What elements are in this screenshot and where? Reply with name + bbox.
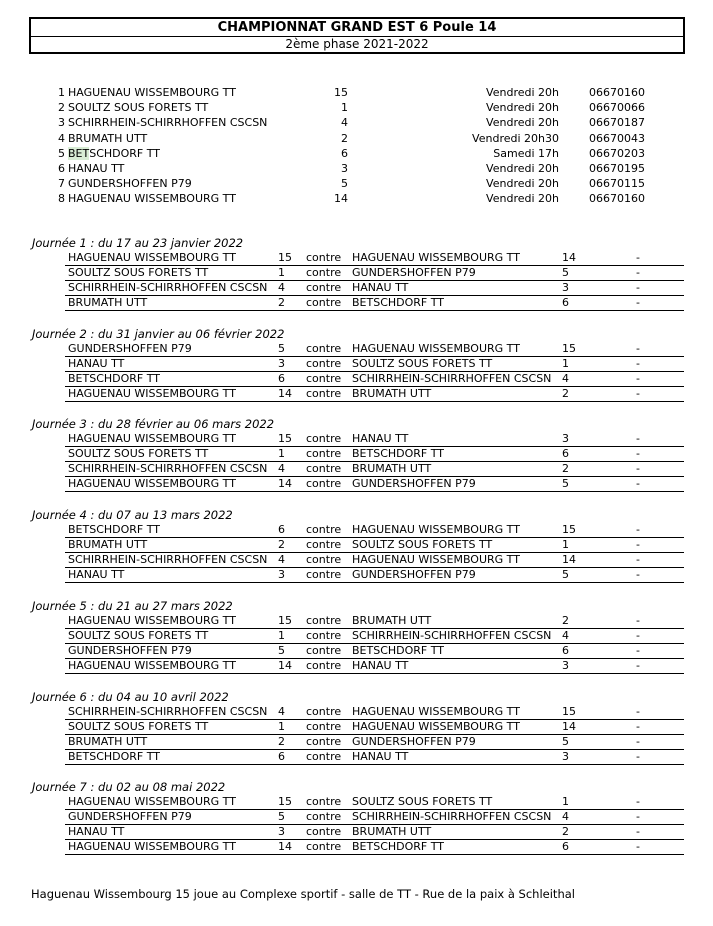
versus-label: contre [306, 734, 342, 748]
round-title: Journée 2 : du 31 janvier au 06 février 2022 [32, 326, 285, 341]
team-index: 6 [341, 146, 348, 160]
away-team: HAGUENAU WISSEMBOURG TT [352, 523, 520, 537]
match-row [65, 659, 684, 674]
versus-label: contre [306, 447, 342, 461]
away-team-number: 5 [562, 477, 569, 491]
match-score: - [636, 341, 640, 355]
club-code: 06670160 [589, 86, 645, 99]
home-team-number: 3 [278, 356, 285, 370]
team-name [68, 161, 124, 176]
away-team: GUNDERSHOFFEN P79 [352, 568, 476, 582]
match-score: - [636, 251, 640, 264]
team-name [68, 100, 208, 115]
club-code: 06670187 [589, 116, 645, 130]
home-team: BRUMATH UTT [68, 538, 148, 552]
match-score: - [636, 568, 640, 582]
match-score: - [636, 371, 640, 385]
versus-label: contre [306, 386, 342, 400]
club-code: 06670115 [589, 177, 645, 191]
away-team-number: 2 [562, 462, 569, 476]
versus-label: contre [306, 371, 342, 385]
away-team: SCHIRRHEIN-SCHIRRHOFFEN CSCSN [352, 810, 552, 824]
match-row [65, 462, 684, 477]
away-team-number: 6 [562, 296, 569, 309]
team-row [0, 146, 713, 161]
match-score: - [636, 810, 640, 824]
away-team: HAGUENAU WISSEMBOURG TT [352, 719, 520, 733]
versus-label: contre [306, 356, 342, 370]
versus-label: contre [306, 266, 342, 279]
away-team-number: 3 [562, 749, 569, 763]
match-row [65, 342, 684, 357]
match-score: - [636, 840, 640, 854]
away-team-number: 2 [562, 825, 569, 839]
away-team: BETSCHDORF TT [352, 447, 444, 461]
home-team-number: 14 [278, 658, 292, 672]
versus-label: contre [306, 341, 342, 355]
versus-label: contre [306, 538, 342, 552]
versus-label: contre [306, 296, 342, 309]
team-number: 4 [58, 131, 65, 145]
home-team-number: 6 [278, 371, 285, 385]
team-index: 1 [341, 101, 348, 115]
team-name-part: SCHDORF TT [89, 146, 160, 160]
match-score: - [636, 477, 640, 491]
away-team: HANAU TT [352, 749, 409, 763]
match-row [65, 840, 684, 855]
versus-label: contre [306, 553, 342, 567]
home-team-number: 4 [278, 462, 285, 476]
team-number: 5 [58, 146, 65, 160]
away-team: HANAU TT [352, 432, 409, 446]
home-team: HANAU TT [68, 568, 125, 582]
away-team-number: 14 [562, 251, 576, 264]
home-team-number: 4 [278, 704, 285, 718]
home-team-number: 1 [278, 447, 285, 461]
team-name-part: SCHIRRHEIN-SCHIRRHOFFEN CSCSN [68, 116, 268, 130]
match-row [65, 705, 684, 720]
team-row [0, 115, 713, 130]
match-day: Vendredi 20h [486, 162, 559, 175]
team-number: 3 [58, 116, 65, 130]
versus-label: contre [306, 643, 342, 657]
match-score: - [636, 432, 640, 446]
home-team-number: 6 [278, 523, 285, 537]
match-row [65, 251, 684, 266]
match-score: - [636, 658, 640, 672]
away-team: GUNDERSHOFFEN P79 [352, 266, 476, 279]
match-row [65, 795, 684, 810]
match-score: - [636, 447, 640, 461]
round-title: Journée 7 : du 02 au 08 mai 2022 [32, 780, 226, 795]
club-code: 06670043 [589, 131, 645, 145]
team-name-part: HAGUENAU WISSEMBOURG TT [68, 192, 236, 206]
match-day: Vendredi 20h [486, 192, 559, 206]
home-team-number: 3 [278, 568, 285, 582]
team-index: 3 [341, 162, 348, 175]
away-team-number: 5 [562, 734, 569, 748]
away-team-number: 5 [562, 568, 569, 582]
home-team-number: 14 [278, 477, 292, 491]
home-team-number: 15 [278, 613, 292, 627]
home-team-number: 14 [278, 386, 292, 400]
team-name-part: HANAU TT [68, 162, 125, 175]
round-title: Journée 4 : du 07 au 13 mars 2022 [32, 508, 233, 523]
away-team: BRUMATH UTT [352, 386, 432, 400]
team-index: 15 [334, 86, 348, 99]
home-team: SCHIRRHEIN-SCHIRRHOFFEN CSCSN [68, 553, 268, 567]
match-row [65, 523, 684, 538]
match-score: - [636, 719, 640, 733]
home-team-number: 2 [278, 734, 285, 748]
away-team-number: 14 [562, 553, 576, 567]
away-team: BRUMATH UTT [352, 613, 432, 627]
versus-label: contre [306, 523, 342, 537]
team-row [0, 85, 713, 100]
home-team: SCHIRRHEIN-SCHIRRHOFFEN CSCSN [68, 462, 268, 476]
home-team: GUNDERSHOFFEN P79 [68, 643, 192, 657]
home-team-number: 14 [278, 840, 292, 854]
versus-label: contre [306, 719, 342, 733]
team-number: 8 [58, 192, 65, 206]
versus-label: contre [306, 704, 342, 718]
away-team: BETSCHDORF TT [352, 296, 444, 309]
round-title: Journée 6 : du 04 au 10 avril 2022 [32, 689, 229, 704]
match-row [65, 750, 684, 765]
away-team: SCHIRRHEIN-SCHIRRHOFFEN CSCSN [352, 371, 552, 385]
document-subtitle: 2ème phase 2021-2022 [29, 36, 685, 54]
home-team: HAGUENAU WISSEMBOURG TT [68, 386, 236, 400]
team-row [0, 176, 713, 191]
versus-label: contre [306, 825, 342, 839]
home-team: HAGUENAU WISSEMBOURG TT [68, 251, 236, 264]
match-row [65, 266, 684, 281]
home-team: GUNDERSHOFFEN P79 [68, 341, 192, 355]
team-name-part: SOULTZ SOUS FORETS TT [68, 101, 209, 115]
team-number: 1 [58, 86, 65, 99]
team-name-part: GUNDERSHOFFEN P79 [68, 177, 192, 191]
match-score: - [636, 462, 640, 476]
versus-label: contre [306, 613, 342, 627]
home-team: SOULTZ SOUS FORETS TT [68, 628, 209, 642]
away-team-number: 1 [562, 356, 569, 370]
match-row [65, 387, 684, 402]
team-name [68, 115, 267, 130]
team-number: 6 [58, 162, 65, 175]
match-row [65, 296, 684, 311]
home-team-number: 5 [278, 643, 285, 657]
match-score: - [636, 281, 640, 294]
home-team: BRUMATH UTT [68, 296, 148, 309]
home-team: HANAU TT [68, 356, 125, 370]
home-team-number: 15 [278, 251, 292, 264]
team-name [68, 191, 236, 206]
away-team-number: 6 [562, 643, 569, 657]
away-team-number: 3 [562, 281, 569, 294]
away-team-number: 1 [562, 795, 569, 809]
round-title: Journée 5 : du 21 au 27 mars 2022 [32, 598, 233, 613]
away-team: BRUMATH UTT [352, 462, 432, 476]
away-team-number: 2 [562, 386, 569, 400]
match-score: - [636, 734, 640, 748]
home-team: SCHIRRHEIN-SCHIRRHOFFEN CSCSN [68, 704, 268, 718]
selection-highlight: BET [68, 146, 90, 160]
match-row [65, 447, 684, 462]
match-score: - [636, 266, 640, 279]
home-team-number: 4 [278, 553, 285, 567]
match-row [65, 477, 684, 492]
match-score: - [636, 643, 640, 657]
versus-label: contre [306, 628, 342, 642]
away-team-number: 3 [562, 658, 569, 672]
match-score: - [636, 523, 640, 537]
match-score: - [636, 749, 640, 763]
away-team: SCHIRRHEIN-SCHIRRHOFFEN CSCSN [352, 628, 552, 642]
round-title: Journée 1 : du 17 au 23 janvier 2022 [32, 236, 244, 250]
versus-label: contre [306, 795, 342, 809]
versus-label: contre [306, 840, 342, 854]
match-score: - [636, 795, 640, 809]
team-row [0, 191, 713, 206]
round-title: Journée 3 : du 28 février au 06 mars 2022 [32, 417, 275, 432]
match-day: Vendredi 20h [486, 86, 559, 99]
match-score: - [636, 704, 640, 718]
match-row [65, 720, 684, 735]
home-team: HANAU TT [68, 825, 125, 839]
versus-label: contre [306, 432, 342, 446]
home-team: HAGUENAU WISSEMBOURG TT [68, 658, 236, 672]
match-row [65, 568, 684, 583]
home-team-number: 4 [278, 281, 285, 294]
team-number: 7 [58, 177, 65, 191]
home-team-number: 15 [278, 432, 292, 446]
team-row [0, 161, 713, 176]
document-title: CHAMPIONNAT GRAND EST 6 Poule 14 [29, 17, 685, 37]
home-team-number: 2 [278, 296, 285, 309]
versus-label: contre [306, 810, 342, 824]
team-index: 14 [334, 192, 348, 206]
team-index: 5 [341, 177, 348, 191]
match-score: - [636, 356, 640, 370]
match-score: - [636, 613, 640, 627]
match-row [65, 825, 684, 840]
match-row [65, 629, 684, 644]
club-code: 06670195 [589, 162, 645, 175]
away-team-number: 15 [562, 341, 576, 355]
away-team-number: 4 [562, 371, 569, 385]
away-team: HAGUENAU WISSEMBOURG TT [352, 251, 520, 264]
home-team: HAGUENAU WISSEMBOURG TT [68, 477, 236, 491]
match-day: Samedi 17h [493, 146, 559, 160]
away-team-number: 1 [562, 538, 569, 552]
team-row [0, 100, 713, 115]
away-team-number: 6 [562, 840, 569, 854]
away-team: HAGUENAU WISSEMBOURG TT [352, 704, 520, 718]
match-score: - [636, 825, 640, 839]
home-team: HAGUENAU WISSEMBOURG TT [68, 613, 236, 627]
home-team-number: 2 [278, 538, 285, 552]
team-name [68, 85, 236, 100]
home-team: SOULTZ SOUS FORETS TT [68, 447, 209, 461]
away-team: SOULTZ SOUS FORETS TT [352, 356, 493, 370]
home-team: HAGUENAU WISSEMBOURG TT [68, 432, 236, 446]
venue-note: Haguenau Wissembourg 15 joue au Complexe sportif - salle de TT - Rue de la paix à Schleithal [31, 887, 575, 901]
versus-label: contre [306, 658, 342, 672]
team-index: 2 [341, 131, 348, 145]
home-team: SCHIRRHEIN-SCHIRRHOFFEN CSCSN [68, 281, 268, 294]
match-row [65, 614, 684, 629]
home-team: BETSCHDORF TT [68, 523, 160, 537]
away-team-number: 15 [562, 704, 576, 718]
home-team-number: 1 [278, 628, 285, 642]
match-row [65, 538, 684, 553]
away-team: HAGUENAU WISSEMBOURG TT [352, 553, 520, 567]
away-team: BETSCHDORF TT [352, 643, 444, 657]
away-team: GUNDERSHOFFEN P79 [352, 734, 476, 748]
away-team-number: 4 [562, 810, 569, 824]
away-team: BETSCHDORF TT [352, 840, 444, 854]
team-row [0, 131, 713, 146]
home-team: SOULTZ SOUS FORETS TT [68, 719, 209, 733]
home-team: BETSCHDORF TT [68, 371, 160, 385]
versus-label: contre [306, 568, 342, 582]
versus-label: contre [306, 749, 342, 763]
match-score: - [636, 296, 640, 309]
match-row [65, 644, 684, 659]
home-team: SOULTZ SOUS FORETS TT [68, 266, 209, 279]
home-team-number: 1 [278, 719, 285, 733]
away-team-number: 15 [562, 523, 576, 537]
team-number: 2 [58, 101, 65, 115]
team-name [68, 146, 160, 161]
versus-label: contre [306, 462, 342, 476]
match-day: Vendredi 20h [486, 101, 559, 115]
match-score: - [636, 553, 640, 567]
away-team-number: 2 [562, 613, 569, 627]
match-row [65, 810, 684, 825]
home-team: BRUMATH UTT [68, 734, 148, 748]
away-team-number: 3 [562, 432, 569, 446]
match-day: Vendredi 20h [486, 116, 559, 130]
versus-label: contre [306, 281, 342, 294]
team-name [68, 131, 147, 146]
away-team: HANAU TT [352, 281, 409, 294]
club-code: 06670160 [589, 192, 645, 206]
match-score: - [636, 628, 640, 642]
club-code: 06670066 [589, 101, 645, 115]
away-team: GUNDERSHOFFEN P79 [352, 477, 476, 491]
versus-label: contre [306, 477, 342, 491]
team-name-part: HAGUENAU WISSEMBOURG TT [68, 86, 236, 99]
away-team: HANAU TT [352, 658, 409, 672]
away-team: SOULTZ SOUS FORETS TT [352, 538, 493, 552]
match-day: Vendredi 20h [486, 177, 559, 191]
home-team-number: 1 [278, 266, 285, 279]
away-team-number: 14 [562, 719, 576, 733]
away-team: BRUMATH UTT [352, 825, 432, 839]
match-score: - [636, 538, 640, 552]
team-name-part: BRUMATH UTT [68, 131, 148, 145]
team-name [68, 176, 192, 191]
home-team-number: 3 [278, 825, 285, 839]
match-row [65, 735, 684, 750]
home-team-number: 6 [278, 749, 285, 763]
match-row [65, 432, 684, 447]
match-day: Vendredi 20h30 [472, 131, 559, 145]
away-team-number: 5 [562, 266, 569, 279]
away-team-number: 6 [562, 447, 569, 461]
home-team: HAGUENAU WISSEMBOURG TT [68, 795, 236, 809]
away-team-number: 4 [562, 628, 569, 642]
match-row [65, 281, 684, 296]
home-team-number: 15 [278, 795, 292, 809]
away-team: SOULTZ SOUS FORETS TT [352, 795, 493, 809]
team-index: 4 [341, 116, 348, 130]
club-code: 06670203 [589, 146, 645, 160]
home-team-number: 5 [278, 341, 285, 355]
match-score: - [636, 386, 640, 400]
home-team: BETSCHDORF TT [68, 749, 160, 763]
versus-label: contre [306, 251, 342, 264]
match-row [65, 357, 684, 372]
away-team: HAGUENAU WISSEMBOURG TT [352, 341, 520, 355]
home-team: GUNDERSHOFFEN P79 [68, 810, 192, 824]
match-row [65, 553, 684, 568]
home-team-number: 5 [278, 810, 285, 824]
match-row [65, 372, 684, 387]
home-team: HAGUENAU WISSEMBOURG TT [68, 840, 236, 854]
